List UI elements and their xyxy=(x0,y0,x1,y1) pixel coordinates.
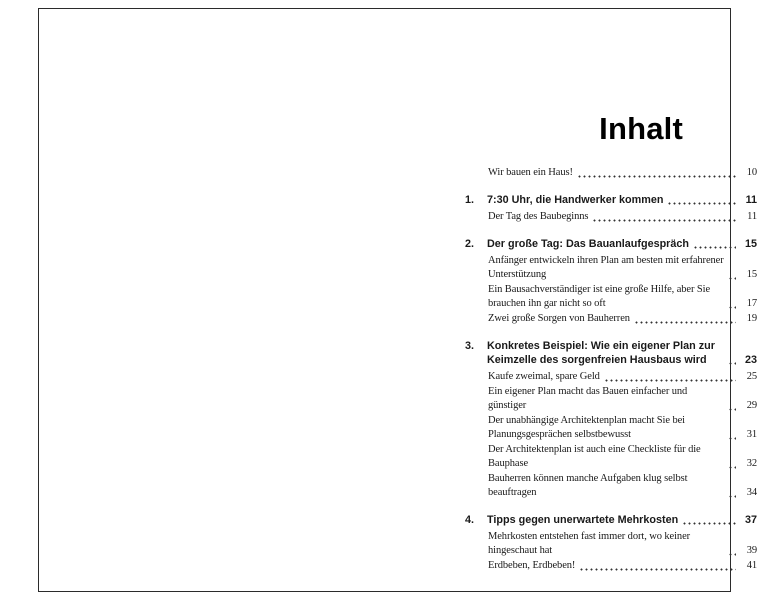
toc-entry xyxy=(465,210,757,224)
toc-section xyxy=(465,193,757,224)
toc-entry xyxy=(465,385,757,413)
toc-entry-page: 11 xyxy=(747,211,757,222)
dot-leader xyxy=(667,202,736,205)
toc-entry-page: 17 xyxy=(746,298,757,309)
dot-leader xyxy=(728,408,736,411)
toc-section-title: Der große Tag: Das Bauanlaufgespräch xyxy=(487,238,689,250)
toc-entry xyxy=(465,370,757,384)
page-border xyxy=(38,8,757,592)
dot-leader xyxy=(728,466,736,469)
dot-leader xyxy=(693,246,736,249)
toc-section-title: Tipps gegen unerwartete Mehrkosten xyxy=(487,514,679,526)
dot-leader xyxy=(634,321,736,324)
dot-leader xyxy=(728,495,736,498)
table-of-contents xyxy=(465,166,757,574)
toc-entry-title: Der Architektenplan ist auch eine Checkliste für die Bauphase xyxy=(488,444,701,469)
toc-section-number: 2. xyxy=(465,238,475,250)
toc-section-page: 37 xyxy=(744,514,757,526)
toc-entry xyxy=(465,166,757,180)
toc-entry xyxy=(465,312,757,326)
dot-leader xyxy=(728,306,736,309)
toc-section xyxy=(465,237,757,326)
toc-section xyxy=(465,339,757,500)
toc-entry-page: 19 xyxy=(746,313,757,324)
toc-entry-title: Der unabhängige Architektenplan macht Sie bei Planungsgesprächen selbstbewusst xyxy=(488,415,685,440)
dot-leader xyxy=(682,522,736,525)
toc-entry xyxy=(465,559,757,573)
toc-section-page: 15 xyxy=(744,238,757,250)
toc-section-page: 11 xyxy=(745,194,757,206)
toc-entry-page: 39 xyxy=(746,545,757,556)
toc-section-heading xyxy=(465,513,757,527)
toc-section xyxy=(465,513,757,573)
toc-entry-title: Ein Bausachverständiger ist eine große Hilfe, aber Sie brauchen ihn gar nicht so oft xyxy=(488,284,711,309)
toc-entry-page: 25 xyxy=(746,371,757,382)
toc-entry xyxy=(465,530,757,558)
dot-leader xyxy=(728,362,736,365)
toc-entry-title: Erdbeben, Erdbeben! xyxy=(488,560,576,571)
toc-entry-title: Zwei große Sorgen von Bauherren xyxy=(488,313,630,324)
toc-entry xyxy=(465,414,757,442)
toc-section-title: Konkretes Beispiel: Wie ein eigener Plan zur Keimzelle des sorgenfreien Hausbaus wird xyxy=(487,340,715,366)
toc-section-number: 4. xyxy=(465,514,475,526)
toc-entry-page: 32 xyxy=(746,458,757,469)
toc-entry-page: 10 xyxy=(746,167,757,178)
toc-section-title: 7:30 Uhr, die Handwerker kommen xyxy=(487,194,664,206)
toc-entry xyxy=(465,472,757,500)
toc-entry-title: Kaufe zweimal, spare Geld xyxy=(488,371,600,382)
toc-entry-title: Anfänger entwickeln ihren Plan am besten mit erfahrener Unterstützung xyxy=(488,255,724,280)
toc-entry-page: 31 xyxy=(746,429,757,440)
toc-section-page: 23 xyxy=(744,354,757,366)
toc-entry-title: Ein eigener Plan macht das Bauen einfacher und günstiger xyxy=(488,386,688,411)
dot-leader xyxy=(579,568,736,571)
dot-leader xyxy=(577,175,736,178)
page-title: Inhalt xyxy=(599,111,683,146)
toc-entry-title: Bauherren können manche Aufgaben klug selbst beauftragen xyxy=(488,473,688,498)
toc-entry xyxy=(465,254,757,282)
toc-entry-title: Mehrkosten entstehen fast immer dort, wo keiner hingeschaut hat xyxy=(488,531,691,556)
toc-entry xyxy=(465,443,757,471)
toc-entry-page: 34 xyxy=(746,487,757,498)
toc-entry-title: Wir bauen ein Haus! xyxy=(488,167,573,178)
toc-entry-page: 41 xyxy=(746,560,757,571)
toc-entry-title: Der Tag des Baubeginns xyxy=(488,211,589,222)
toc-section-number: 1. xyxy=(465,194,475,206)
dot-leader xyxy=(728,277,736,280)
dot-leader xyxy=(728,437,736,440)
dot-leader xyxy=(728,553,736,556)
toc-section-heading xyxy=(465,193,757,207)
toc-entry-page: 29 xyxy=(746,400,757,411)
toc-section-heading xyxy=(465,237,757,251)
toc-section-number: 3. xyxy=(465,340,475,352)
dot-leader xyxy=(592,219,736,222)
dot-leader xyxy=(604,379,736,382)
toc-section-heading xyxy=(465,339,757,367)
toc-entry xyxy=(465,283,757,311)
toc-entry-page: 15 xyxy=(746,269,757,280)
